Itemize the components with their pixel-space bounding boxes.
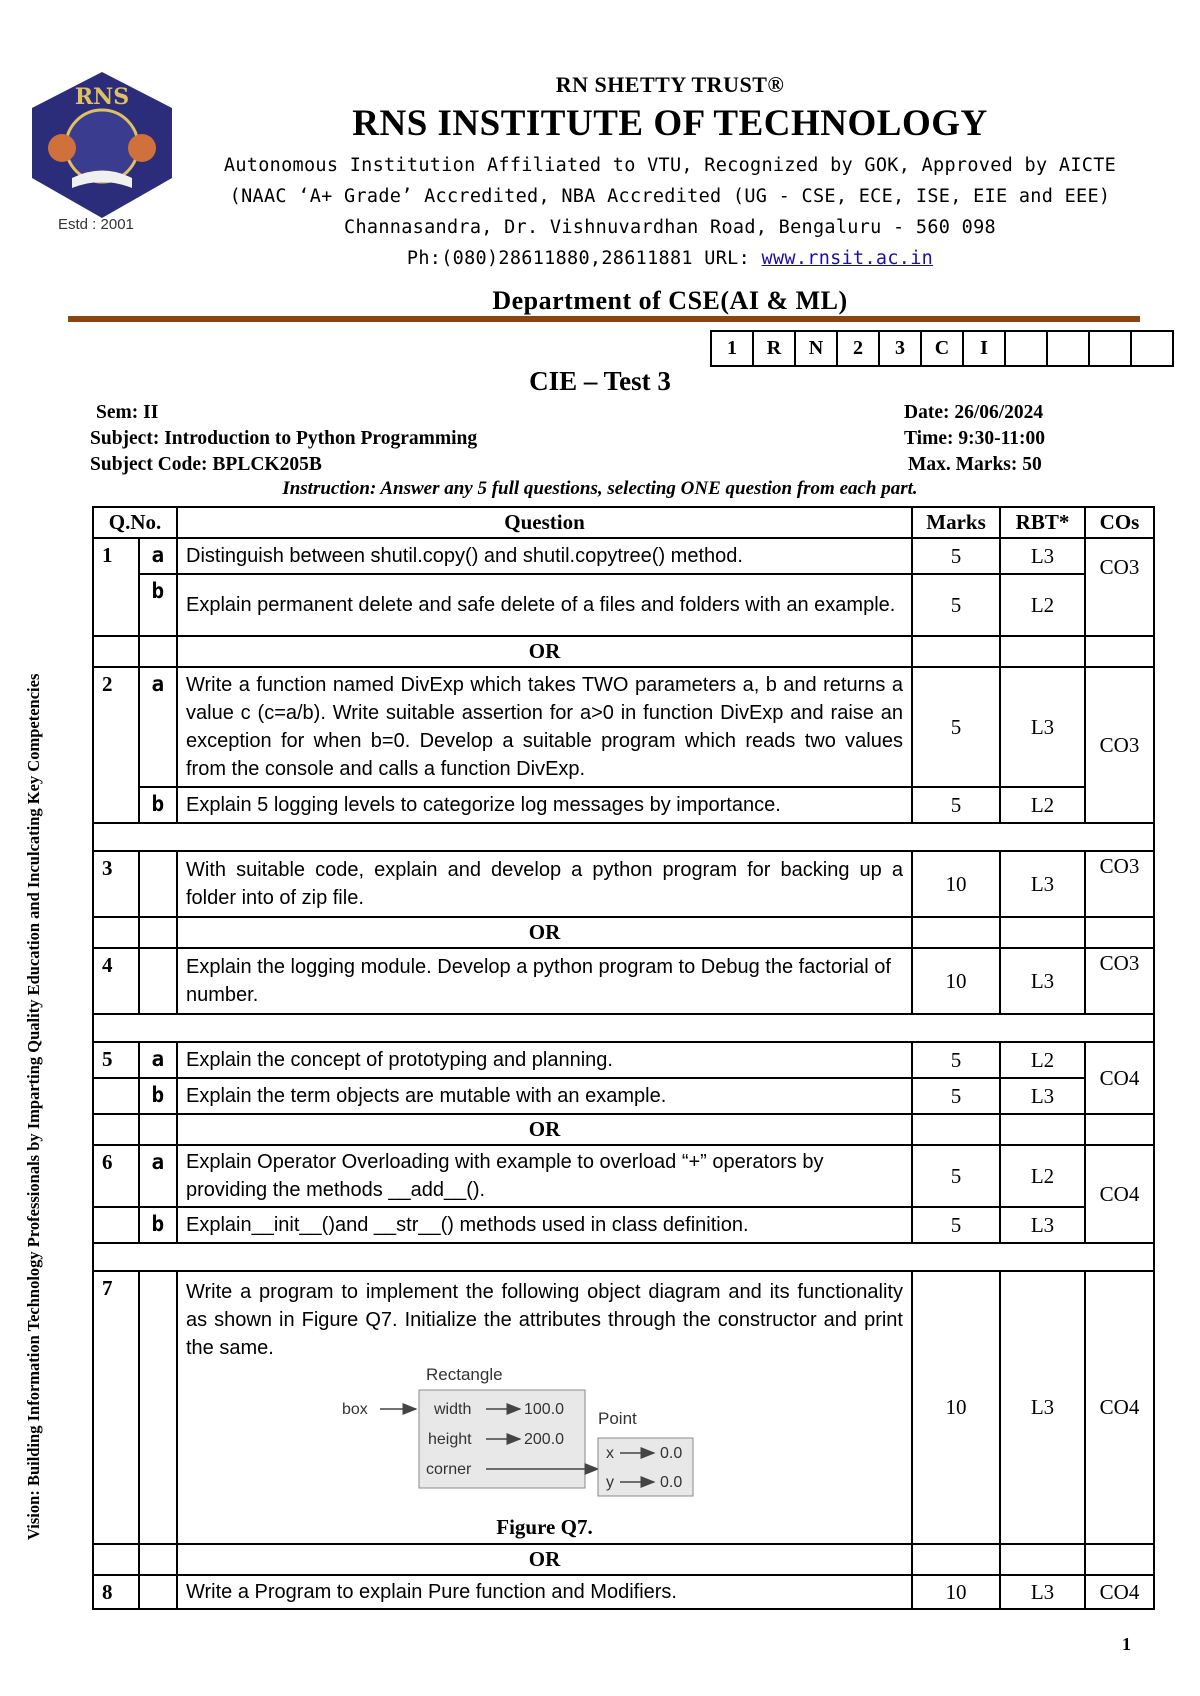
height-value: 200.0 bbox=[524, 1431, 565, 1448]
marks: 5 bbox=[912, 787, 1000, 823]
rbt: L3 bbox=[1000, 851, 1085, 917]
qno: 2 bbox=[93, 667, 139, 823]
exam-time: Time: 9:30-11:00 bbox=[904, 428, 1045, 449]
table-row bbox=[93, 851, 1154, 917]
address-line: Channasandra, Dr. Vishnuvardhan Road, Bengaluru - 560 098 bbox=[344, 217, 996, 238]
phone-text: Ph:(080)28611880,28611881 URL: bbox=[406, 248, 762, 269]
usn-box: 3 bbox=[879, 331, 921, 366]
question-text: With suitable code, explain and develop a python program for backing up a folder into of zip file. bbox=[177, 851, 912, 917]
or-label: OR bbox=[177, 636, 912, 667]
object-diagram bbox=[186, 1366, 903, 1511]
question-text: Explain the term objects are mutable with an example. bbox=[177, 1078, 912, 1114]
header-qno: Q.No. bbox=[93, 507, 177, 538]
co: CO4 bbox=[1085, 1575, 1154, 1609]
qno: 5 bbox=[93, 1042, 139, 1078]
marks: 5 bbox=[912, 538, 1000, 574]
instruction: Instruction: Answer any 5 full questions, selecting ONE question from each part. bbox=[282, 478, 918, 499]
or-row bbox=[93, 1114, 1154, 1145]
table-row bbox=[93, 1575, 1154, 1609]
sub-label: a bbox=[139, 538, 177, 574]
department-title: Department of CSE(AI & ML) bbox=[492, 286, 848, 315]
usn-box bbox=[1131, 331, 1173, 366]
question-table bbox=[92, 506, 1155, 1610]
part-separator bbox=[93, 1243, 1154, 1271]
figure-caption: Figure Q7. bbox=[496, 1515, 593, 1539]
or-row bbox=[93, 917, 1154, 948]
rbt: L3 bbox=[1000, 1575, 1085, 1609]
question-text: Explain the concept of prototyping and planning. bbox=[177, 1042, 912, 1078]
question-text: Explain__init__()and __str__() methods used in class definition. bbox=[177, 1207, 912, 1243]
table-row bbox=[93, 1207, 1154, 1243]
exam-date: Date: 26/06/2024 bbox=[904, 402, 1044, 423]
table-header bbox=[93, 507, 1154, 538]
estd-label: Estd : 2001 bbox=[58, 216, 134, 233]
rbt: L3 bbox=[1000, 1207, 1085, 1243]
sub-label: b bbox=[139, 787, 177, 823]
rbt: L3 bbox=[1000, 1078, 1085, 1114]
co: CO3 bbox=[1085, 667, 1154, 823]
or-row bbox=[93, 636, 1154, 667]
marks: 5 bbox=[912, 667, 1000, 787]
sub-label: b bbox=[139, 1078, 177, 1114]
usn-box bbox=[1047, 331, 1089, 366]
rbt: L2 bbox=[1000, 1042, 1085, 1078]
table-row bbox=[93, 667, 1154, 787]
marks: 5 bbox=[912, 574, 1000, 636]
x-label: x bbox=[606, 1445, 614, 1462]
usn-boxes bbox=[710, 330, 1174, 367]
usn-box: R bbox=[753, 331, 795, 366]
marks: 5 bbox=[912, 1145, 1000, 1207]
usn-box bbox=[1005, 331, 1047, 366]
website-link[interactable]: www.rnsit.ac.in bbox=[761, 248, 934, 269]
table-row bbox=[93, 948, 1154, 1014]
co: CO4 bbox=[1085, 1271, 1154, 1544]
header-question: Question bbox=[177, 507, 912, 538]
marks: 10 bbox=[912, 851, 1000, 917]
or-row bbox=[93, 1544, 1154, 1575]
semester: Sem: II bbox=[96, 402, 159, 423]
contact-line bbox=[0, 248, 1200, 269]
part-separator bbox=[93, 1014, 1154, 1042]
x-value: 0.0 bbox=[660, 1445, 683, 1462]
or-label: OR bbox=[177, 1544, 912, 1575]
qno: 8 bbox=[93, 1575, 139, 1609]
sub-label: a bbox=[139, 1042, 177, 1078]
or-label: OR bbox=[177, 1114, 912, 1145]
question-text: Explain Operator Overloading with example to overload “+” operators by providing the methods __add__(). bbox=[177, 1145, 912, 1207]
institute-name: RNS INSTITUTE OF TECHNOLOGY bbox=[352, 103, 988, 144]
marks: 5 bbox=[912, 1207, 1000, 1243]
co: CO4 bbox=[1085, 1145, 1154, 1243]
or-label: OR bbox=[177, 917, 912, 948]
accreditation-line: (NAAC ‘A+ Grade’ Accredited, NBA Accredited (UG - CSE, ECE, ISE, EIE and EEE) bbox=[229, 186, 1111, 207]
vision-statement: Vision: Building Information Technology Professionals by Imparting Quality Education and Inculcating Key Competencies bbox=[24, 673, 43, 1540]
usn-box: N bbox=[795, 331, 837, 366]
sub-label: b bbox=[139, 1207, 177, 1243]
co: CO3 bbox=[1085, 948, 1154, 1014]
question-text: Write a function named DivExp which takes TWO parameters a, b and returns a value c (c=a/b). Write suitable assertion for a>0 in function DivExp and raise an exception for when b=0. Develop a suitable program which reads two values from the console and calls a function DivExp. bbox=[177, 667, 912, 787]
test-title: CIE – Test 3 bbox=[529, 366, 671, 396]
qno: 7 bbox=[93, 1271, 139, 1544]
rbt: L3 bbox=[1000, 667, 1085, 787]
table-row bbox=[93, 538, 1154, 574]
usn-box: C bbox=[921, 331, 963, 366]
question-text: Write a Program to explain Pure function and Modifiers. bbox=[177, 1575, 912, 1609]
table-row bbox=[93, 787, 1154, 823]
table-row bbox=[93, 1145, 1154, 1207]
rectangle-title: Rectangle bbox=[426, 1366, 503, 1384]
question-text: Write a program to implement the following object diagram and its functionality as shown in Figure Q7. Initialize the attributes through the constructor and print the same. bbox=[186, 1281, 903, 1359]
header-divider bbox=[68, 316, 1140, 322]
usn-box bbox=[1089, 331, 1131, 366]
object-diagram-svg bbox=[178, 1366, 913, 1511]
usn-box: 1 bbox=[711, 331, 753, 366]
sub-label: a bbox=[139, 667, 177, 787]
part-separator bbox=[93, 823, 1154, 851]
qno: 4 bbox=[93, 948, 139, 1014]
table-row bbox=[93, 1042, 1154, 1078]
rbt: L2 bbox=[1000, 1145, 1085, 1207]
header-rbt: RBT* bbox=[1000, 507, 1085, 538]
co: CO3 bbox=[1085, 538, 1154, 636]
co: CO4 bbox=[1085, 1042, 1154, 1114]
marks: 10 bbox=[912, 1575, 1000, 1609]
rbt: L2 bbox=[1000, 787, 1085, 823]
question-cell bbox=[177, 1271, 912, 1544]
max-marks: Max. Marks: 50 bbox=[908, 454, 1042, 475]
subject-code: Subject Code: BPLCK205B bbox=[90, 454, 322, 475]
usn-box: I bbox=[963, 331, 1005, 366]
box-label: box bbox=[342, 1401, 368, 1418]
rbt: L3 bbox=[1000, 948, 1085, 1014]
table-row bbox=[93, 1078, 1154, 1114]
sub-label: b bbox=[139, 574, 177, 636]
table-row bbox=[93, 574, 1154, 636]
question-text: Explain permanent delete and safe delete of a files and folders with an example. bbox=[177, 574, 912, 636]
question-text: Explain 5 logging levels to categorize log messages by importance. bbox=[177, 787, 912, 823]
marks: 10 bbox=[912, 948, 1000, 1014]
width-value: 100.0 bbox=[524, 1401, 565, 1418]
y-label: y bbox=[606, 1474, 614, 1491]
marks: 5 bbox=[912, 1042, 1000, 1078]
marks: 10 bbox=[912, 1271, 1000, 1544]
header-cos: COs bbox=[1085, 507, 1154, 538]
question-text: Explain the logging module. Develop a python program to Debug the factorial of number. bbox=[177, 948, 912, 1014]
co: CO3 bbox=[1085, 851, 1154, 917]
rbt: L3 bbox=[1000, 538, 1085, 574]
usn-box: 2 bbox=[837, 331, 879, 366]
rbt: L3 bbox=[1000, 1271, 1085, 1544]
rbt: L2 bbox=[1000, 574, 1085, 636]
subject: Subject: Introduction to Python Programming bbox=[90, 428, 478, 449]
question-text: Distinguish between shutil.copy() and shutil.copytree() method. bbox=[177, 538, 912, 574]
corner-label: corner bbox=[426, 1461, 472, 1478]
sub-label: a bbox=[139, 1145, 177, 1207]
width-label: width bbox=[434, 1401, 472, 1418]
trust-name: RN SHETTY TRUST® bbox=[555, 72, 785, 97]
qno: 1 bbox=[93, 538, 139, 636]
height-label: height bbox=[428, 1431, 472, 1448]
affiliation-line: Autonomous Institution Affiliated to VTU, Recognized by GOK, Approved by AICTE bbox=[223, 155, 1117, 176]
page-number: 1 bbox=[1122, 1634, 1131, 1654]
svg-text:RNS: RNS bbox=[74, 84, 130, 110]
marks: 5 bbox=[912, 1078, 1000, 1114]
point-title: Point bbox=[598, 1409, 637, 1428]
table-row bbox=[93, 1271, 1154, 1544]
qno: 3 bbox=[93, 851, 139, 917]
qno: 6 bbox=[93, 1145, 139, 1207]
header-marks: Marks bbox=[912, 507, 1000, 538]
y-value: 0.0 bbox=[660, 1474, 683, 1491]
